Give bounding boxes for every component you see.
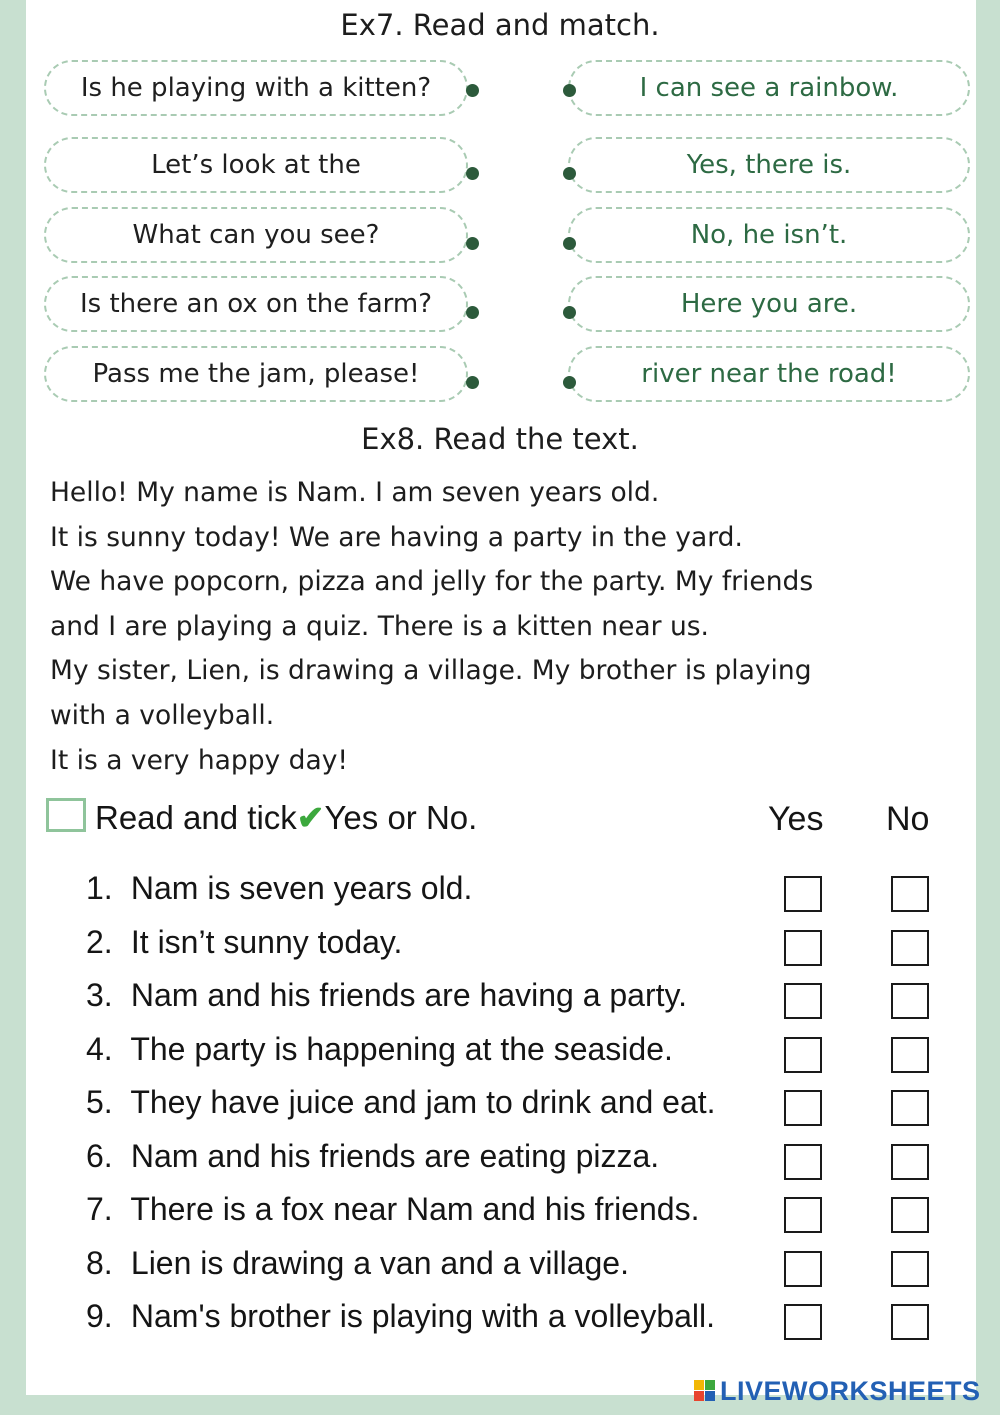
- statement-text: Nam and his friends are eating pizza.: [130, 1138, 660, 1174]
- tick-instruction: [95, 794, 477, 842]
- match-right-dot[interactable]: [563, 84, 576, 97]
- statement-number: 6.: [86, 1138, 113, 1174]
- no-checkbox[interactable]: [891, 1197, 929, 1233]
- passage-line: It is sunny today! We are having a party in the yard.: [50, 521, 743, 553]
- yes-checkbox[interactable]: [784, 983, 822, 1019]
- statement-text: There is a fox near Nam and his friends.: [130, 1191, 700, 1227]
- statement-row: [86, 1029, 673, 1069]
- match-left-item[interactable]: Is he playing with a kitten?: [44, 60, 468, 116]
- statement-row: [86, 1082, 716, 1122]
- yes-checkbox[interactable]: [784, 1251, 822, 1287]
- no-checkbox[interactable]: [891, 983, 929, 1019]
- yes-checkbox[interactable]: [784, 1037, 822, 1073]
- statement-number: 9.: [86, 1298, 113, 1334]
- match-right-item[interactable]: I can see a rainbow.: [568, 60, 970, 116]
- statement-row: [86, 868, 472, 908]
- statement-text: Nam is seven years old.: [130, 870, 473, 906]
- instruction-text-after: Yes or No.: [324, 799, 478, 836]
- statement-number: 2.: [86, 924, 113, 960]
- no-checkbox[interactable]: [891, 1304, 929, 1340]
- statement-text: The party is happening at the seaside.: [130, 1031, 673, 1067]
- no-checkbox[interactable]: [891, 930, 929, 966]
- statement-number: 4.: [86, 1031, 113, 1067]
- match-left-item[interactable]: Is there an ox on the farm?: [44, 276, 468, 332]
- statement-text: It isn’t sunny today.: [130, 924, 403, 960]
- statement-text: They have juice and jam to drink and eat.: [130, 1084, 716, 1120]
- statement-row: [86, 922, 402, 962]
- passage-line: We have popcorn, pizza and jelly for the party. My friends: [50, 566, 814, 598]
- instruction-box-icon: [46, 798, 86, 832]
- statement-text: Lien is drawing a van and a village.: [130, 1245, 629, 1281]
- passage-line: and I are playing a quiz. There is a kitten near us.: [50, 610, 709, 642]
- reading-passage: [50, 471, 950, 783]
- statement-row: [86, 1136, 659, 1176]
- statement-row: [86, 1243, 629, 1283]
- statement-row: [86, 1296, 715, 1336]
- statement-number: 8.: [86, 1245, 113, 1281]
- yes-checkbox[interactable]: [784, 1090, 822, 1126]
- yes-checkbox[interactable]: [784, 1304, 822, 1340]
- yes-checkbox[interactable]: [784, 1197, 822, 1233]
- no-checkbox[interactable]: [891, 876, 929, 912]
- statement-number: 1.: [86, 870, 113, 906]
- checkmark-icon: ✔: [296, 799, 325, 836]
- passage-line: It is a very happy day!: [50, 744, 349, 776]
- passage-line: Hello! My name is Nam. I am seven years old.: [50, 477, 660, 508]
- match-right-dot[interactable]: [563, 376, 576, 389]
- no-column-header: No: [886, 800, 930, 838]
- match-right-item[interactable]: Here you are.: [568, 276, 970, 332]
- passage-line: with a volleyball.: [50, 699, 275, 731]
- no-checkbox[interactable]: [891, 1090, 929, 1126]
- no-checkbox[interactable]: [891, 1251, 929, 1287]
- match-left-item[interactable]: Let’s look at the: [44, 137, 468, 193]
- statement-row: [86, 975, 687, 1015]
- match-left-dot[interactable]: [466, 167, 479, 180]
- match-right-item[interactable]: No, he isn’t.: [568, 207, 970, 263]
- match-right-dot[interactable]: [563, 237, 576, 250]
- statement-row: [86, 1189, 699, 1229]
- match-left-item[interactable]: Pass me the jam, please!: [44, 346, 468, 402]
- logo-mark-icon: [694, 1380, 716, 1402]
- match-left-dot[interactable]: [466, 237, 479, 250]
- match-right-dot[interactable]: [563, 306, 576, 319]
- instruction-text-before: Read and tick: [95, 799, 297, 836]
- ex8-title: Ex8. Read the text.: [361, 422, 639, 456]
- yes-checkbox[interactable]: [784, 1144, 822, 1180]
- match-right-item[interactable]: Yes, there is.: [568, 137, 970, 193]
- statement-number: 7.: [86, 1191, 113, 1227]
- no-checkbox[interactable]: [891, 1037, 929, 1073]
- logo-text: LIVEWORKSHEETS: [720, 1375, 981, 1406]
- passage-line: My sister, Lien, is drawing a village. My brother is playing: [50, 655, 812, 687]
- match-left-dot[interactable]: [466, 376, 479, 389]
- statement-number: 3.: [86, 977, 113, 1013]
- match-right-item[interactable]: river near the road!: [568, 346, 970, 402]
- match-left-dot[interactable]: [466, 306, 479, 319]
- ex7-title: Ex7. Read and match.: [340, 8, 660, 42]
- statement-text: Nam's brother is playing with a volleyball.: [130, 1298, 716, 1334]
- statement-number: 5.: [86, 1084, 113, 1120]
- liveworksheets-logo: [694, 1374, 981, 1408]
- match-left-item[interactable]: What can you see?: [44, 207, 468, 263]
- yes-checkbox[interactable]: [784, 930, 822, 966]
- match-left-dot[interactable]: [466, 84, 479, 97]
- match-right-dot[interactable]: [563, 167, 576, 180]
- yes-column-header: Yes: [768, 800, 824, 838]
- statement-text: Nam and his friends are having a party.: [130, 977, 688, 1013]
- no-checkbox[interactable]: [891, 1144, 929, 1180]
- yes-checkbox[interactable]: [784, 876, 822, 912]
